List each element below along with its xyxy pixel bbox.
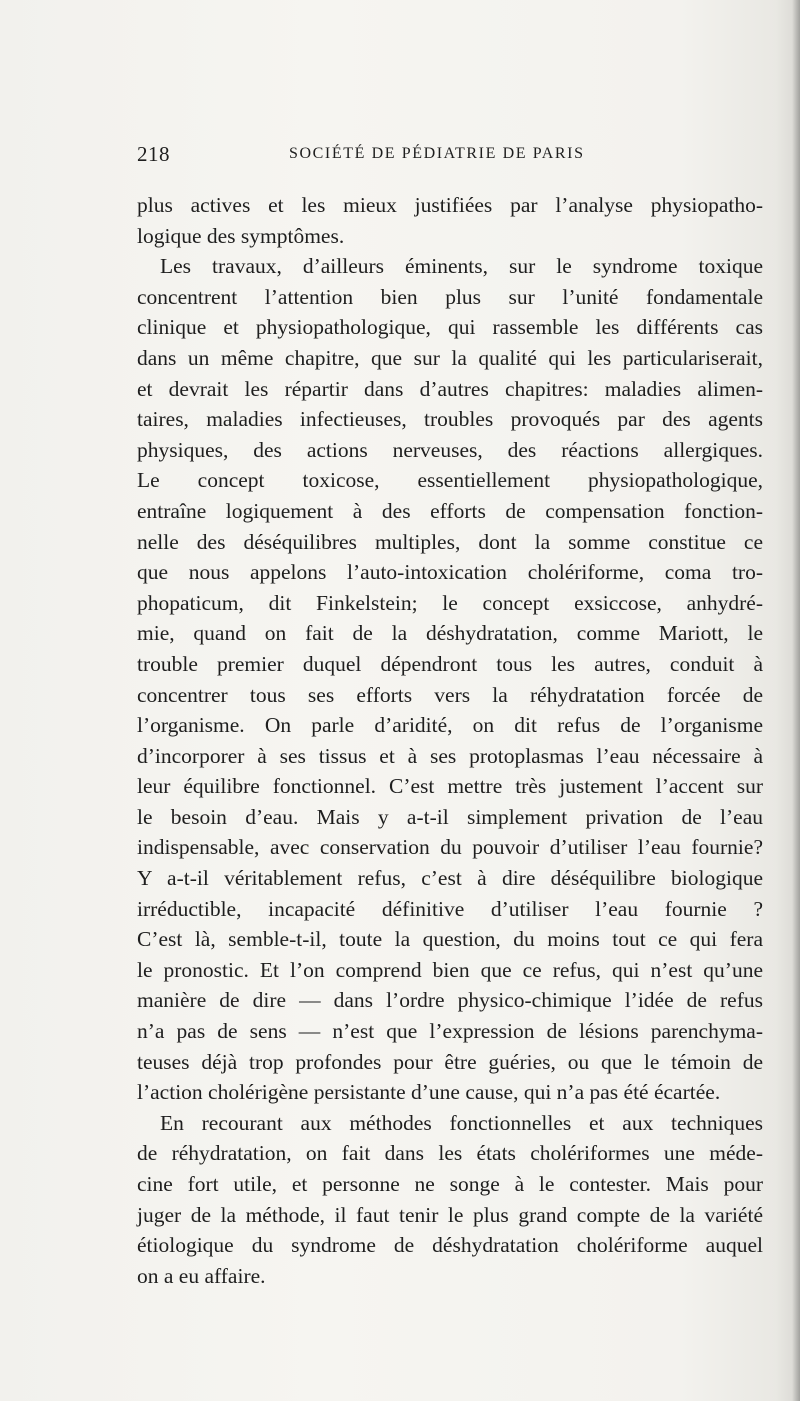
text-line: logique des symptômes.: [137, 223, 345, 248]
text-line: le besoin d’eau. Mais y a-t-il simplement privation de l’eau: [137, 804, 763, 829]
text-line: Y a-t-il véritablement refus, c’est à dire déséquilibre biologique: [137, 866, 763, 891]
text-line: l’organisme. On parle d’aridité, on dit refus de l’organisme: [137, 713, 763, 738]
text-line: taires, maladies infectieuses, troubles provoqués par des agents: [137, 407, 763, 432]
text-line: mie, quand on fait de la déshydratation, comme Mariott, le: [137, 621, 763, 646]
text-line: l’action cholérigène persistante d’une cause, qui n’a pas été écartée.: [137, 1080, 721, 1105]
text-line: que nous appelons l’auto-intoxication cholériforme, coma tro-: [137, 560, 763, 585]
page-header: [137, 142, 617, 172]
page-edge-shadow: [792, 0, 800, 1401]
text-line: nelle des déséquilibres multiples, dont la somme constitue ce: [137, 529, 763, 554]
text-line: dans un même chapitre, que sur la qualité qui les particulariserait,: [137, 345, 763, 370]
text-line: Le concept toxicose, essentiellement physiopathologique,: [137, 468, 763, 493]
page-number: 218: [137, 142, 170, 166]
text-line: manière de dire — dans l’ordre physico-chimique l’idée de refus: [137, 988, 763, 1013]
text-line: concentrer tous ses efforts vers la réhydratation forcée de: [137, 682, 763, 707]
text-line: trouble premier duquel dépendront tous les autres, conduit à: [137, 651, 763, 676]
text-line: d’incorporer à ses tissus et à ses protoplasmas l’eau nécessaire à: [137, 743, 763, 768]
text-line: on a eu affaire.: [137, 1263, 266, 1288]
text-line: cine fort utile, et personne ne songe à le contester. Mais pour: [137, 1172, 763, 1196]
text-line: clinique et physiopathologique, qui rassemble les différents cas: [137, 315, 763, 340]
text-line: et devrait les répartir dans d’autres chapitres: maladies alimen-: [137, 376, 763, 401]
body-text: [137, 190, 763, 1291]
text-line: indispensable, avec conservation du pouvoir d’utiliser l’eau fournie?: [137, 835, 763, 860]
text-line: C’est là, semble-t-il, toute la question, du moins tout ce qui fera: [137, 927, 763, 952]
text-line: de réhydratation, on fait dans les états cholériformes une méde-: [137, 1141, 763, 1166]
text-line: phopaticum, dit Finkelstein; le concept exsiccose, anhydré-: [137, 590, 763, 615]
text-line: physiques, des actions nerveuses, des réactions allergiques.: [137, 437, 763, 462]
text-line: étiologique du syndrome de déshydratation cholériforme auquel: [137, 1233, 763, 1258]
text-line: juger de la méthode, il faut tenir le plus grand compte de la variété: [137, 1202, 763, 1227]
text-line: le pronostic. Et l’on comprend bien que ce refus, qui n’est qu’une: [137, 957, 763, 982]
text-line: Les travaux, d’ailleurs éminents, sur le syndrome toxique: [160, 254, 763, 279]
running-title: SOCIÉTÉ DE PÉDIATRIE DE PARIS: [289, 145, 585, 162]
text-line: entraîne logiquement à des efforts de compensation fonction-: [137, 498, 763, 523]
text-line: concentrent l’attention bien plus sur l’unité fondamentale: [137, 284, 763, 309]
text-line: En recourant aux méthodes fonctionnelles et aux techniques: [160, 1110, 763, 1135]
text-line: irréductible, incapacité définitive d’utiliser l’eau fournie ?: [137, 896, 763, 921]
text-line: teuses déjà trop profondes pour être guéries, ou que le témoin de: [137, 1049, 763, 1074]
text-line: plus actives et les mieux justifiées par l’analyse physiopatho-: [137, 193, 763, 217]
text-line: n’a pas de sens — n’est que l’expression de lésions parenchyma-: [137, 1019, 763, 1044]
text-line: leur équilibre fonctionnel. C’est mettre très justement l’accent sur: [137, 774, 763, 799]
